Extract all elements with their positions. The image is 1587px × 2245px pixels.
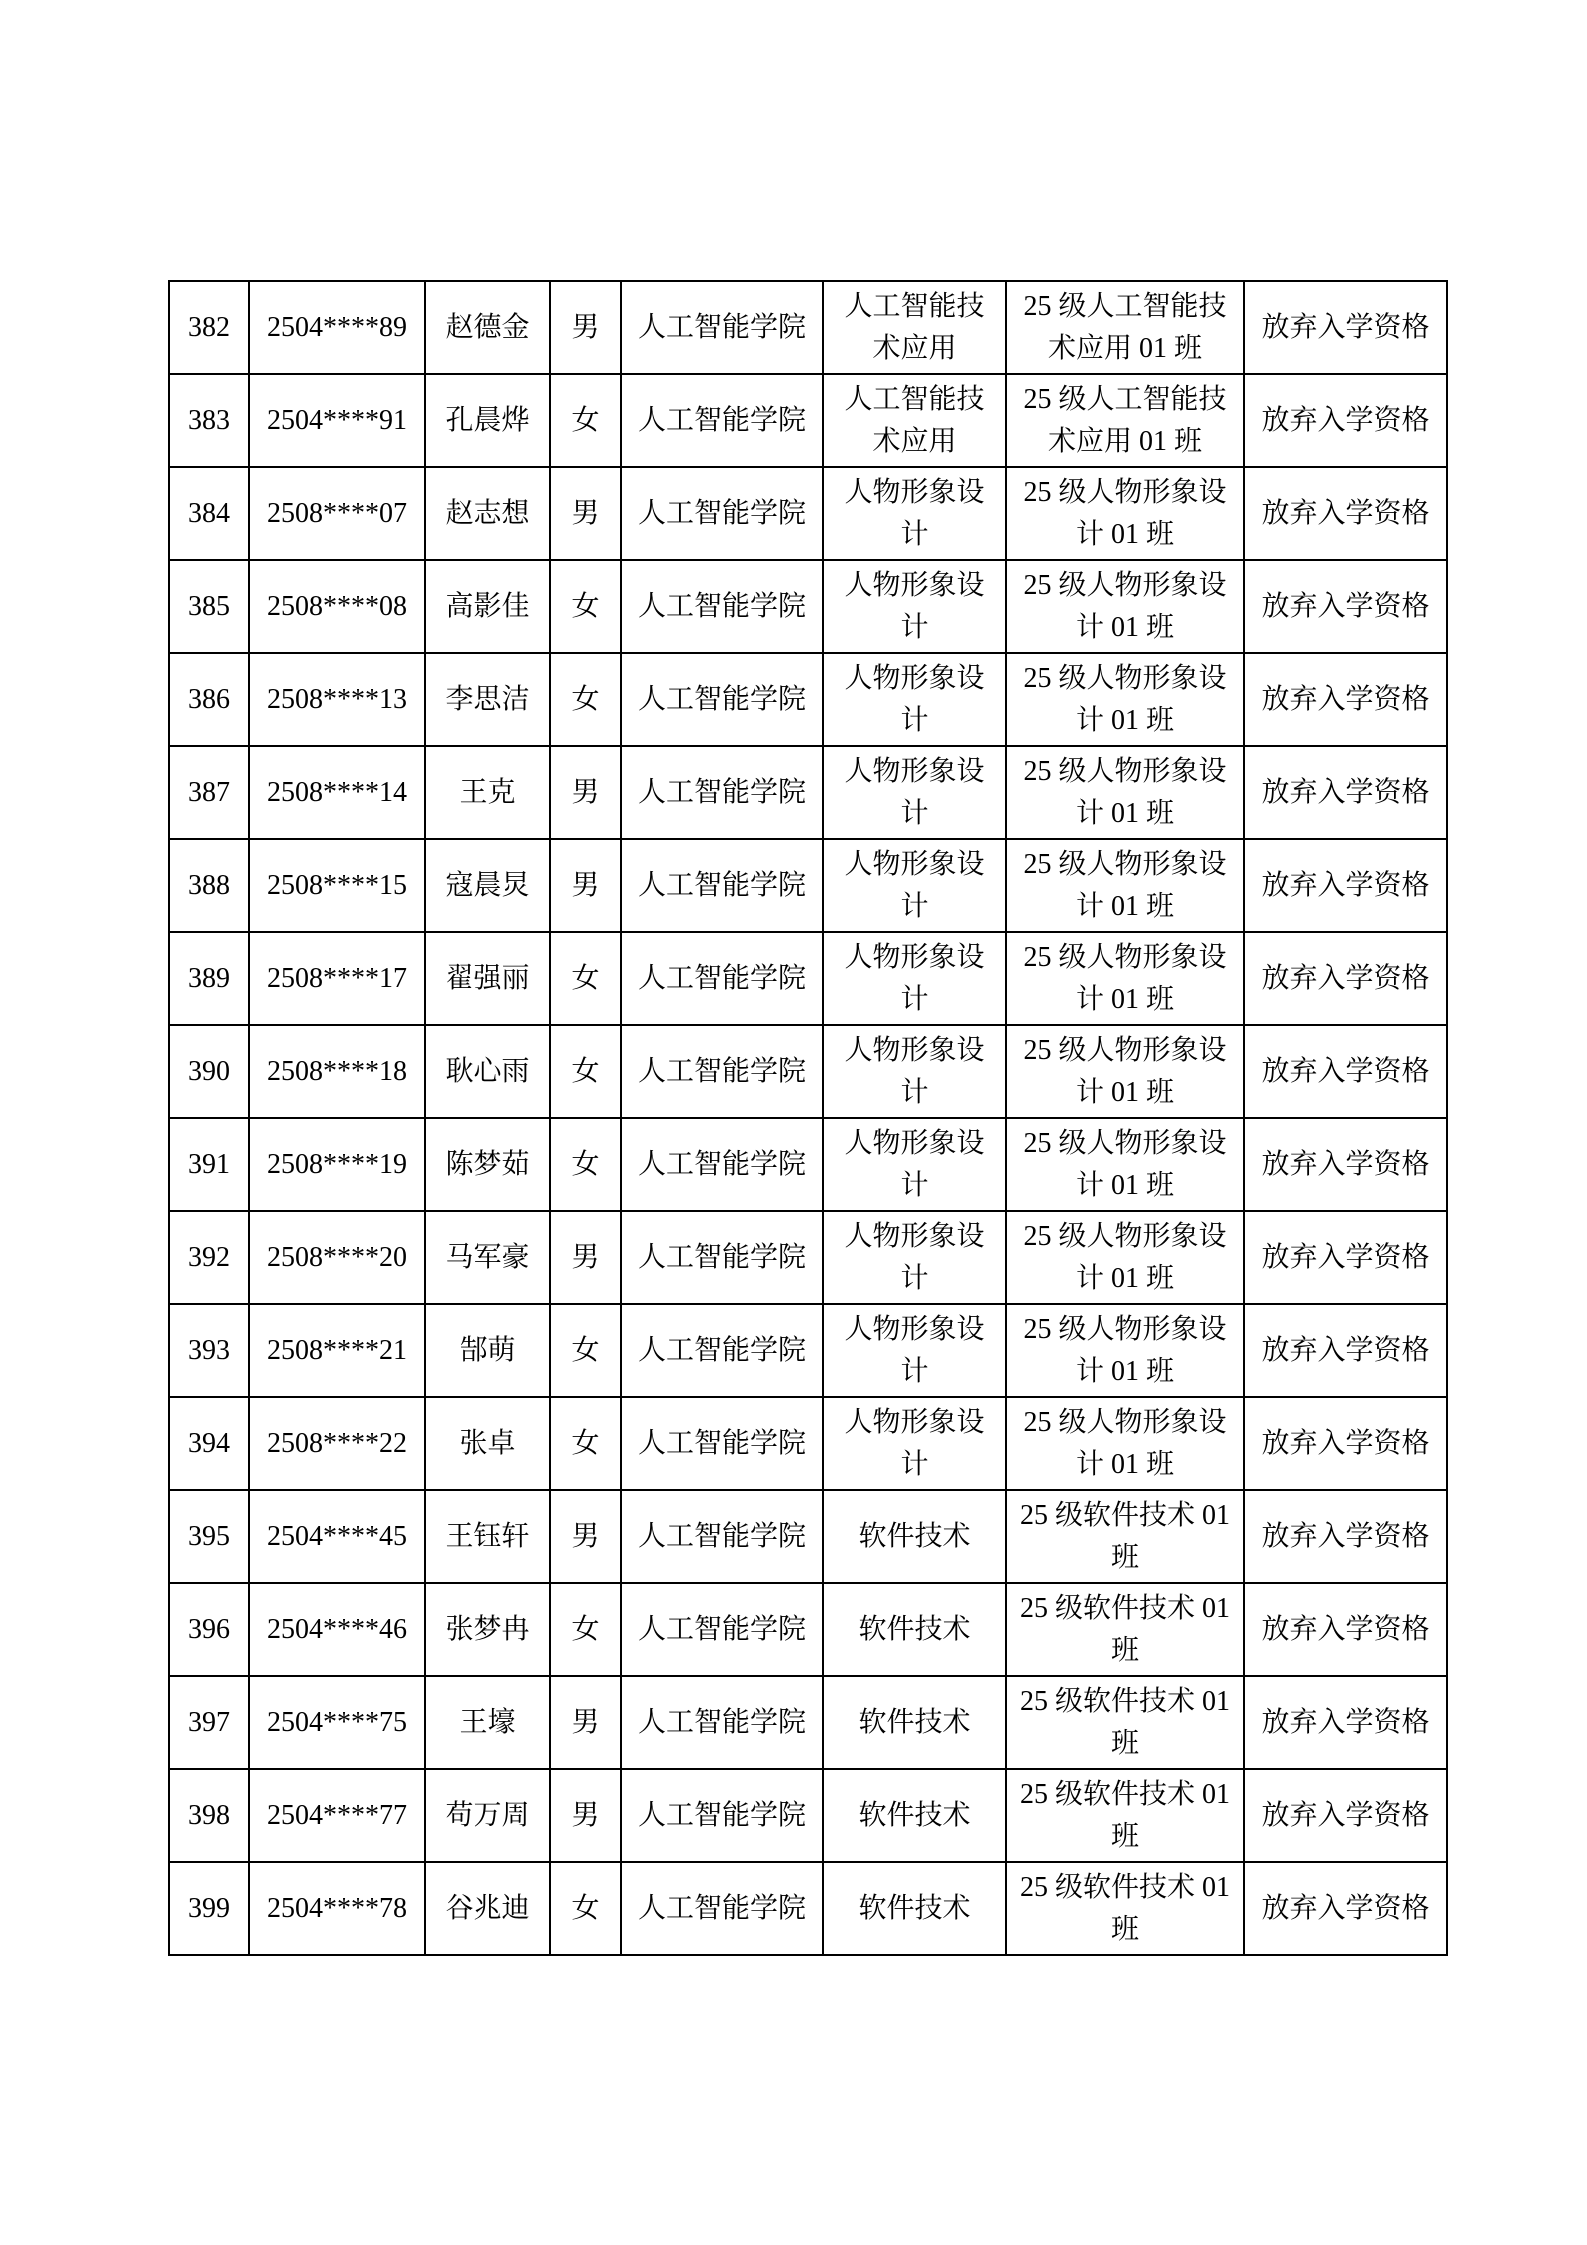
cell-major: 软件技术 [823,1490,1006,1583]
cell-status: 放弃入学资格 [1244,1397,1447,1490]
cell-student-id: 2508****19 [249,1118,425,1211]
cell-status: 放弃入学资格 [1244,1676,1447,1769]
table-row [169,467,1447,560]
cell-index: 385 [169,560,249,653]
cell-major: 软件技术 [823,1862,1006,1955]
cell-name: 高影佳 [425,560,550,653]
cell-college: 人工智能学院 [621,746,823,839]
cell-class: 25 级人物形象设计 01 班 [1006,1397,1244,1490]
cell-class: 25 级人物形象设计 01 班 [1006,746,1244,839]
cell-index: 382 [169,281,249,374]
cell-gender: 男 [550,746,621,839]
cell-index: 389 [169,932,249,1025]
cell-index: 392 [169,1211,249,1304]
cell-college: 人工智能学院 [621,839,823,932]
cell-name: 马军豪 [425,1211,550,1304]
cell-class: 25 级软件技术 01 班 [1006,1862,1244,1955]
cell-gender: 女 [550,560,621,653]
cell-name: 张卓 [425,1397,550,1490]
cell-gender: 男 [550,1769,621,1862]
cell-class: 25 级人物形象设计 01 班 [1006,1118,1244,1211]
cell-class: 25 级人物形象设计 01 班 [1006,932,1244,1025]
cell-college: 人工智能学院 [621,1397,823,1490]
cell-gender: 女 [550,374,621,467]
cell-index: 388 [169,839,249,932]
cell-major: 人物形象设计 [823,1025,1006,1118]
cell-major: 软件技术 [823,1769,1006,1862]
cell-student-id: 2508****07 [249,467,425,560]
cell-index: 391 [169,1118,249,1211]
cell-student-id: 2508****08 [249,560,425,653]
cell-college: 人工智能学院 [621,1769,823,1862]
cell-index: 396 [169,1583,249,1676]
cell-status: 放弃入学资格 [1244,1862,1447,1955]
cell-major: 软件技术 [823,1583,1006,1676]
cell-college: 人工智能学院 [621,1583,823,1676]
cell-college: 人工智能学院 [621,467,823,560]
cell-name: 苟万周 [425,1769,550,1862]
cell-gender: 女 [550,1583,621,1676]
cell-status: 放弃入学资格 [1244,932,1447,1025]
cell-student-id: 2508****18 [249,1025,425,1118]
table-row [169,1490,1447,1583]
cell-student-id: 2504****75 [249,1676,425,1769]
cell-major: 人物形象设计 [823,1397,1006,1490]
cell-name: 赵志想 [425,467,550,560]
cell-gender: 女 [550,1862,621,1955]
cell-name: 张梦冉 [425,1583,550,1676]
table-row [169,746,1447,839]
cell-major: 人物形象设计 [823,1211,1006,1304]
table-row [169,1397,1447,1490]
cell-class: 25 级人物形象设计 01 班 [1006,839,1244,932]
cell-name: 郜萌 [425,1304,550,1397]
cell-index: 398 [169,1769,249,1862]
table-row [169,1769,1447,1862]
table-row [169,653,1447,746]
cell-index: 399 [169,1862,249,1955]
cell-status: 放弃入学资格 [1244,746,1447,839]
cell-student-id: 2504****45 [249,1490,425,1583]
table-body [169,281,1447,1955]
cell-status: 放弃入学资格 [1244,653,1447,746]
cell-college: 人工智能学院 [621,1211,823,1304]
table-row [169,374,1447,467]
cell-status: 放弃入学资格 [1244,374,1447,467]
cell-class: 25 级人物形象设计 01 班 [1006,560,1244,653]
cell-index: 394 [169,1397,249,1490]
cell-student-id: 2508****15 [249,839,425,932]
cell-class: 25 级软件技术 01 班 [1006,1490,1244,1583]
cell-major: 人物形象设计 [823,467,1006,560]
cell-college: 人工智能学院 [621,374,823,467]
cell-major: 人工智能技术应用 [823,281,1006,374]
cell-college: 人工智能学院 [621,1676,823,1769]
cell-student-id: 2504****78 [249,1862,425,1955]
cell-major: 人工智能技术应用 [823,374,1006,467]
cell-college: 人工智能学院 [621,1490,823,1583]
cell-gender: 男 [550,1490,621,1583]
cell-index: 387 [169,746,249,839]
cell-name: 谷兆迪 [425,1862,550,1955]
students-table [168,280,1448,1956]
cell-status: 放弃入学资格 [1244,560,1447,653]
cell-status: 放弃入学资格 [1244,1211,1447,1304]
cell-student-id: 2508****20 [249,1211,425,1304]
cell-gender: 男 [550,839,621,932]
cell-name: 寇晨炅 [425,839,550,932]
cell-major: 人物形象设计 [823,1304,1006,1397]
cell-gender: 男 [550,1211,621,1304]
cell-student-id: 2508****21 [249,1304,425,1397]
cell-class: 25 级人物形象设计 01 班 [1006,1025,1244,1118]
table-row [169,839,1447,932]
cell-student-id: 2504****77 [249,1769,425,1862]
cell-name: 王壕 [425,1676,550,1769]
cell-gender: 男 [550,281,621,374]
table-row [169,1118,1447,1211]
cell-index: 383 [169,374,249,467]
cell-class: 25 级人物形象设计 01 班 [1006,653,1244,746]
cell-name: 孔晨烨 [425,374,550,467]
cell-class: 25 级人工智能技术应用 01 班 [1006,281,1244,374]
cell-college: 人工智能学院 [621,932,823,1025]
cell-status: 放弃入学资格 [1244,1118,1447,1211]
cell-name: 赵德金 [425,281,550,374]
cell-status: 放弃入学资格 [1244,1304,1447,1397]
cell-name: 翟强丽 [425,932,550,1025]
cell-student-id: 2508****17 [249,932,425,1025]
table-row [169,560,1447,653]
table-row [169,1583,1447,1676]
cell-student-id: 2504****91 [249,374,425,467]
cell-gender: 女 [550,653,621,746]
table-row [169,1676,1447,1769]
table-row [169,1304,1447,1397]
cell-index: 393 [169,1304,249,1397]
cell-name: 李思洁 [425,653,550,746]
cell-class: 25 级软件技术 01 班 [1006,1769,1244,1862]
cell-index: 395 [169,1490,249,1583]
cell-college: 人工智能学院 [621,1862,823,1955]
cell-gender: 女 [550,1304,621,1397]
cell-major: 人物形象设计 [823,653,1006,746]
cell-college: 人工智能学院 [621,281,823,374]
cell-college: 人工智能学院 [621,1304,823,1397]
cell-class: 25 级软件技术 01 班 [1006,1676,1244,1769]
cell-college: 人工智能学院 [621,653,823,746]
cell-major: 人物形象设计 [823,932,1006,1025]
cell-name: 耿心雨 [425,1025,550,1118]
cell-college: 人工智能学院 [621,1118,823,1211]
cell-gender: 女 [550,1118,621,1211]
table-row [169,1025,1447,1118]
cell-major: 人物形象设计 [823,746,1006,839]
cell-index: 386 [169,653,249,746]
cell-student-id: 2504****46 [249,1583,425,1676]
table-row [169,1211,1447,1304]
cell-student-id: 2508****22 [249,1397,425,1490]
cell-status: 放弃入学资格 [1244,281,1447,374]
table-row [169,932,1447,1025]
cell-gender: 女 [550,1397,621,1490]
cell-student-id: 2508****14 [249,746,425,839]
cell-class: 25 级人物形象设计 01 班 [1006,1304,1244,1397]
cell-class: 25 级人物形象设计 01 班 [1006,467,1244,560]
cell-status: 放弃入学资格 [1244,839,1447,932]
cell-student-id: 2504****89 [249,281,425,374]
cell-status: 放弃入学资格 [1244,1490,1447,1583]
cell-name: 陈梦茹 [425,1118,550,1211]
cell-student-id: 2508****13 [249,653,425,746]
cell-name: 王钰轩 [425,1490,550,1583]
cell-college: 人工智能学院 [621,560,823,653]
table-row [169,281,1447,374]
cell-status: 放弃入学资格 [1244,1025,1447,1118]
cell-name: 王克 [425,746,550,839]
cell-major: 人物形象设计 [823,839,1006,932]
cell-major: 软件技术 [823,1676,1006,1769]
cell-gender: 女 [550,932,621,1025]
cell-major: 人物形象设计 [823,560,1006,653]
cell-status: 放弃入学资格 [1244,1769,1447,1862]
cell-status: 放弃入学资格 [1244,1583,1447,1676]
table-row [169,1862,1447,1955]
cell-gender: 男 [550,1676,621,1769]
cell-major: 人物形象设计 [823,1118,1006,1211]
cell-index: 384 [169,467,249,560]
cell-college: 人工智能学院 [621,1025,823,1118]
cell-index: 390 [169,1025,249,1118]
cell-gender: 男 [550,467,621,560]
cell-class: 25 级人工智能技术应用 01 班 [1006,374,1244,467]
cell-status: 放弃入学资格 [1244,467,1447,560]
cell-class: 25 级人物形象设计 01 班 [1006,1211,1244,1304]
cell-index: 397 [169,1676,249,1769]
cell-gender: 女 [550,1025,621,1118]
cell-class: 25 级软件技术 01 班 [1006,1583,1244,1676]
